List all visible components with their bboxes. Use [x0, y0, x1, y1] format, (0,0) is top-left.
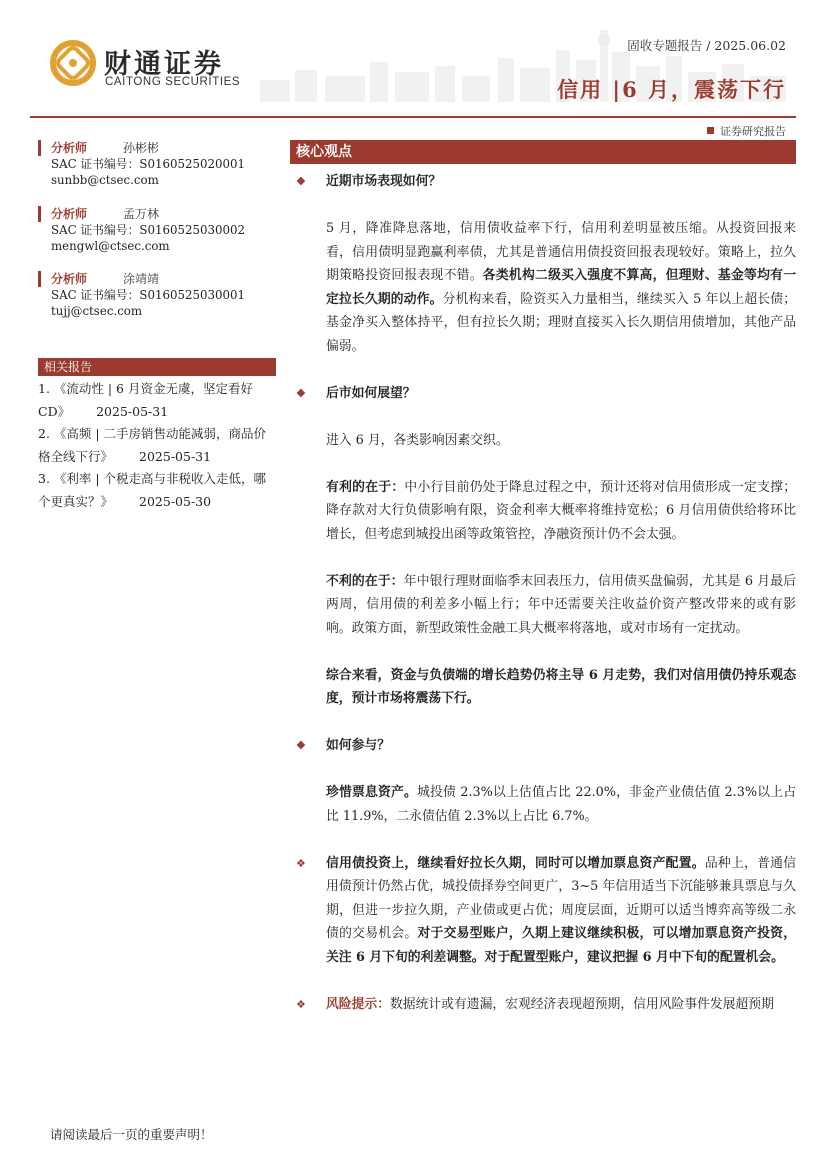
risk-text: 数据统计或有遗漏，宏观经济表现超预期，信用风险事件发展超预期	[389, 996, 774, 1012]
related-report-item[interactable]	[38, 423, 278, 468]
diamond-bullet-icon: ❖	[296, 997, 306, 1011]
diamond-bullet-icon: ❖	[296, 856, 306, 870]
analyst-name: 孙彬彬	[123, 141, 160, 155]
paragraph-text: 品种上，普通信用债预计仍然占优，城投债择券空间更广，3~5 年信用适当下沉能够兼具票息与久期，但进一步拉久期，产业债或更占优；周度层面，近期可以适当博弈高等级二永债的交易机会。	[326, 855, 797, 941]
emphasis-text: 信用债投资上，继续看好拉长久期，同时可以增加票息资产配置。	[326, 855, 705, 871]
caitong-logo-icon	[50, 40, 96, 86]
analyst-role: 分析师	[51, 207, 88, 221]
emphasis-text: 珍惜票息资产。	[326, 785, 418, 800]
analyst-role: 分析师	[51, 272, 88, 286]
question-text: 后市如何展望？	[326, 385, 416, 401]
report-title: 信用 |6 月，震荡下行	[557, 77, 786, 102]
analyst-card	[38, 206, 278, 254]
diamond-bullet-icon: ❖	[296, 175, 306, 188]
core-views-body	[290, 170, 796, 1016]
question-heading	[290, 382, 796, 406]
risk-label: 风险提示：	[326, 996, 390, 1012]
analyst-card	[38, 271, 278, 319]
paragraph	[290, 217, 796, 358]
question-heading	[290, 734, 796, 758]
footer-notice: 请阅读最后一页的重要声明！	[50, 1127, 213, 1142]
related-report-title[interactable]: 3. 《利率 | 个税走高与非税收入走低，哪个更真实？》	[38, 471, 267, 509]
question-text: 近期市场表现如何？	[326, 174, 442, 189]
report-type-date: 固收专题报告 / 2025.06.02	[627, 38, 786, 53]
diamond-bullet-icon: ❖	[296, 739, 306, 752]
analyst-email[interactable]: sunbb@ctsec.com	[51, 173, 159, 187]
report-category	[707, 123, 786, 139]
analyst-sac: SAC 证书编号：S0160525030002	[51, 223, 246, 237]
brand-name-en: CAITONG SECURITIES	[105, 76, 241, 88]
header-divider	[30, 116, 796, 118]
paragraph: 进入 6 月，各类影响因素交织。	[326, 432, 509, 448]
summary-paragraph: 综合来看，资金与负债端的增长趋势仍将主导 6 月走势，我们对信用债仍持乐观态度，预计市场将震荡下行。	[326, 667, 796, 706]
related-report-date: 2025-05-30	[139, 493, 212, 509]
paragraph-text: 分机构来看，险资买入力量相当，继续买入 5 年以上超长债；基金净买入整体持平，但有拉长久期；理财直接买入长久期信用债增加，其他产品偏弱。	[326, 291, 797, 354]
brand-logo	[50, 40, 250, 92]
related-report-date: 2025-05-31	[96, 403, 169, 419]
question-text: 如何参与？	[326, 738, 390, 753]
paragraph-text: 中小行目前仍处于降息过程之中，预计还将对信用债形成一定支撑；降存款对大行负债影响有限，资金利率大概率将维持宽松；6 月信用债供给将环比增长，但考虑到城投出函等政策管控，净融资预计仍不会太强。	[326, 479, 797, 542]
related-reports-list	[38, 378, 278, 513]
brand-name-cn: 财通证券	[104, 49, 224, 80]
emphasis-text: 对于交易型账户，久期上建议继续积极，可以增加票息资产投资，关注 6 月下旬的利差调整。对于配置型账户，建议把握 6 月中下旬的配置机会。	[326, 926, 797, 965]
paragraph	[290, 781, 796, 828]
risk-warning	[290, 993, 796, 1017]
analyst-email[interactable]: mengwl@ctsec.com	[51, 239, 170, 253]
report-category-label: 证券研究报告	[720, 125, 786, 138]
analyst-card	[38, 140, 278, 188]
related-report-item[interactable]	[38, 378, 278, 423]
analyst-name: 涂靖靖	[123, 272, 160, 286]
analyst-sac: SAC 证书编号：S0160525030001	[51, 288, 246, 302]
emphasis-text: 各类机构二级买入强度不算高，但理财、基金等均有一定拉长久期的动作。	[326, 268, 797, 307]
core-views-heading: 核心观点	[290, 140, 796, 164]
analyst-role: 分析师	[51, 141, 88, 155]
paragraph	[290, 476, 796, 547]
analyst-email[interactable]: tujj@ctsec.com	[51, 304, 143, 318]
paragraph-text: 城投债 2.3%以上估值占比 22.0%，非金产业债估值 2.3%以上占比 11.9%，二永债估值 2.3%以上占比 6.7%。	[326, 785, 796, 824]
square-bullet-icon	[707, 127, 714, 134]
related-report-item[interactable]	[38, 468, 278, 513]
question-heading	[290, 170, 796, 194]
emphasis-text: 不利的在于：	[326, 573, 404, 589]
emphasis-text: 有利的在于：	[326, 479, 405, 495]
related-report-title[interactable]: 1. 《流动性 | 6 月资金无虞，坚定看好 CD》	[38, 381, 253, 419]
paragraph-text: 年中银行理财面临季末回表压力，信用债买盘偏弱，尤其是 6 月最后两周，信用债的利差多小幅上行；年中还需要关注收益价资产整改带来的或有影响。政策方面，新型政策性金融工具大概率将落地，或对市场有一定扰动。	[326, 573, 797, 636]
paragraph-text: 5 月，降准降息落地，信用债收益率下行，信用利差明显被压缩。从投资回报来看，信用债明显跑赢利率债，尤其是普通信用债投资回报表现较好。策略上，拉久期策略投资回报表现不错。	[326, 221, 796, 283]
related-report-title[interactable]: 2. 《高频 | 二手房销售动能减弱，商品价格全线下行》	[38, 426, 267, 464]
paragraph	[290, 570, 796, 641]
analyst-name: 孟万林	[123, 207, 160, 221]
analyst-sac: SAC 证书编号：S0160525020001	[51, 157, 246, 171]
related-report-date: 2025-05-31	[139, 448, 212, 464]
diamond-bullet-icon: ❖	[296, 386, 306, 400]
related-reports-heading: 相关报告	[38, 358, 276, 376]
bullet-paragraph	[290, 852, 796, 970]
